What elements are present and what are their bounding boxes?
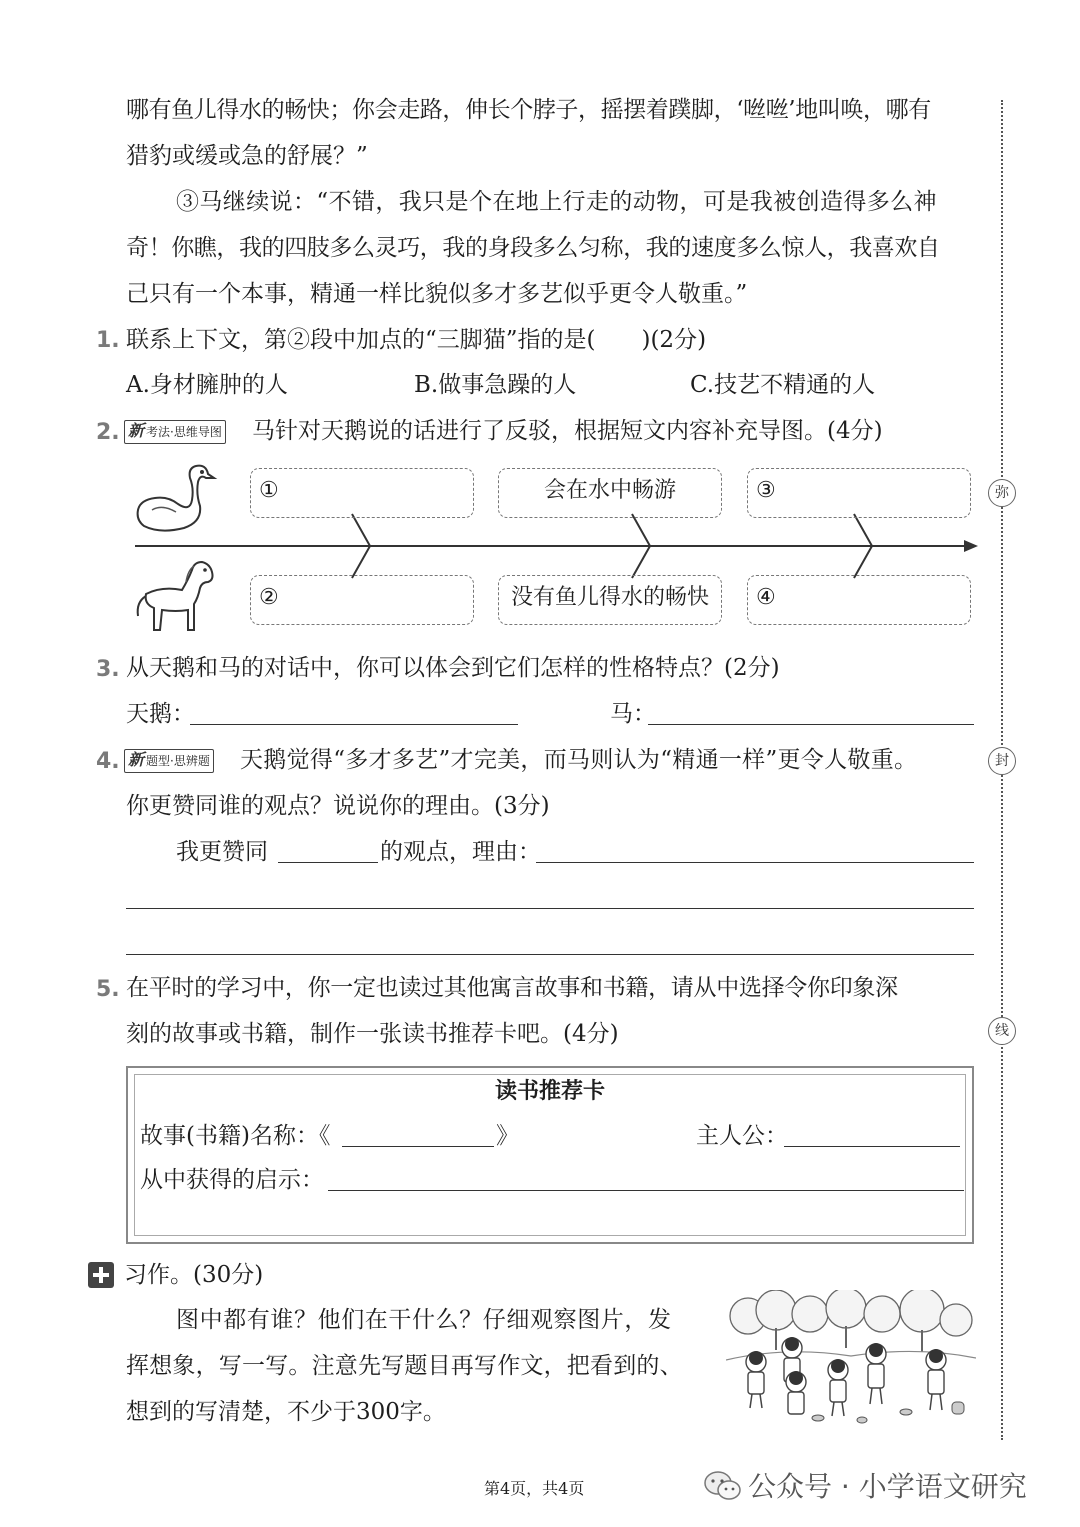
reason-line[interactable] bbox=[126, 908, 974, 909]
section-plus-icon bbox=[88, 1262, 114, 1288]
question-4-text: 你更赞同谁的观点？说说你的理由。(3分) bbox=[126, 793, 550, 819]
question-5-text: 刻的故事或书籍，制作一张读书推荐卡吧。(4分) bbox=[126, 1021, 619, 1047]
reason-line[interactable] bbox=[536, 862, 974, 863]
wechat-icon bbox=[704, 1470, 742, 1502]
essay-title: 习作。(30分) bbox=[124, 1262, 264, 1288]
q1-option-b[interactable]: B.做事急躁的人 bbox=[414, 372, 577, 398]
children-park-illustration bbox=[726, 1290, 976, 1428]
mind-map-box-1[interactable]: ① bbox=[250, 468, 474, 518]
swan-answer-line[interactable] bbox=[190, 724, 518, 725]
tag-label: 考法·思维导图 bbox=[146, 425, 222, 439]
question-4-text: 天鹅觉得“多才多艺”才完美，而马则认为“精通一样”更令人敬重。 bbox=[240, 747, 918, 773]
mind-map-box-swan-2: 会在水中畅游 bbox=[498, 468, 722, 518]
question-3-text: 从天鹅和马的对话中，你可以体会到它们怎样的性格特点？(2分) bbox=[126, 655, 780, 681]
passage-line: 猎豹或缓或急的舒展？” bbox=[126, 143, 368, 169]
question-number: 2. bbox=[96, 420, 120, 445]
q1-option-a[interactable]: A.身材臃肿的人 bbox=[126, 372, 288, 398]
tag-new-glyph: 新 bbox=[128, 750, 145, 769]
passage-line: 哪有鱼儿得水的畅快；你会走路，伸长个脖子，摇摆着蹼脚，‘咝咝’地叫唤，哪有 bbox=[126, 97, 931, 123]
passage-line: 奇！你瞧，我的四肢多么灵巧，我的身段多么匀称，我的速度多么惊人，我喜欢自 bbox=[126, 235, 940, 261]
q1-option-c[interactable]: C.技艺不精通的人 bbox=[690, 372, 876, 398]
question-1-text: 联系上下文，第②段中加点的“三脚猫”指的是( )(2分) bbox=[126, 327, 707, 353]
horse-label: 马： bbox=[610, 701, 656, 727]
insight-label: 从中获得的启示： bbox=[140, 1167, 324, 1193]
mind-map-box-4[interactable]: ④ bbox=[747, 575, 971, 625]
page-number: 第4页，共4页 bbox=[484, 1479, 585, 1498]
question-number: 4. bbox=[96, 749, 120, 774]
protagonist-line[interactable] bbox=[784, 1146, 960, 1147]
essay-prompt-line: 图中都有谁？他们在干什么？仔细观察图片，发 bbox=[176, 1307, 672, 1333]
question-number: 1. bbox=[96, 328, 120, 353]
new-exam-tag bbox=[124, 420, 226, 444]
book-name-close: 》 bbox=[496, 1123, 519, 1149]
essay-prompt-line: 挥想象，写一写。注意先写题目再写作文，把看到的、 bbox=[126, 1353, 683, 1379]
mind-map-box-3[interactable]: ③ bbox=[747, 468, 971, 518]
question-number: 5. bbox=[96, 977, 120, 1002]
protagonist-label: 主人公： bbox=[696, 1123, 788, 1149]
watermark-text: 公众号 · 小学语文研究 bbox=[748, 1470, 1027, 1503]
margin-seal-feng: 封 bbox=[988, 747, 1016, 775]
mind-map-box-2[interactable]: ② bbox=[250, 575, 474, 625]
swan-label: 天鹅： bbox=[126, 701, 195, 727]
tag-label: 题型·思辨题 bbox=[146, 754, 210, 768]
book-name-label: 故事(书籍)名称：《 bbox=[140, 1123, 331, 1149]
insight-line[interactable] bbox=[328, 1190, 964, 1191]
passage-line: ③马继续说：“不错，我只是个在地上行走的动物，可是我被创造得多么神 bbox=[176, 189, 937, 215]
preferred-view-blank[interactable] bbox=[278, 862, 378, 863]
horse-icon bbox=[132, 556, 218, 642]
new-question-tag bbox=[124, 749, 214, 773]
margin-seal-xian: 线 bbox=[988, 1017, 1016, 1045]
question-5-text: 在平时的学习中，你一定也读过其他寓言故事和书籍，请从中选择令你印象深 bbox=[126, 975, 898, 1001]
margin-seal-mi: 弥 bbox=[988, 479, 1016, 507]
reading-card-title: 读书推荐卡 bbox=[494, 1079, 605, 1104]
essay-prompt-line: 想到的写清楚，不少于300字。 bbox=[126, 1399, 446, 1425]
swan-icon bbox=[130, 460, 220, 538]
answer-prompt: 的观点，理由： bbox=[380, 839, 541, 865]
answer-prompt: 我更赞同 bbox=[176, 839, 268, 865]
reason-line[interactable] bbox=[126, 954, 974, 955]
question-2-text: 马针对天鹅说的话进行了反驳，根据短文内容补充导图。(4分) bbox=[252, 418, 883, 444]
question-number: 3. bbox=[96, 657, 120, 682]
horse-answer-line[interactable] bbox=[648, 724, 974, 725]
mind-map-box-horse-2: 没有鱼儿得水的畅快 bbox=[498, 575, 722, 625]
tag-new-glyph: 新 bbox=[128, 421, 145, 440]
book-name-line[interactable] bbox=[342, 1146, 494, 1147]
passage-line: 己只有一个本事，精通一样比貌似多才多艺似乎更令人敬重。” bbox=[126, 281, 748, 307]
